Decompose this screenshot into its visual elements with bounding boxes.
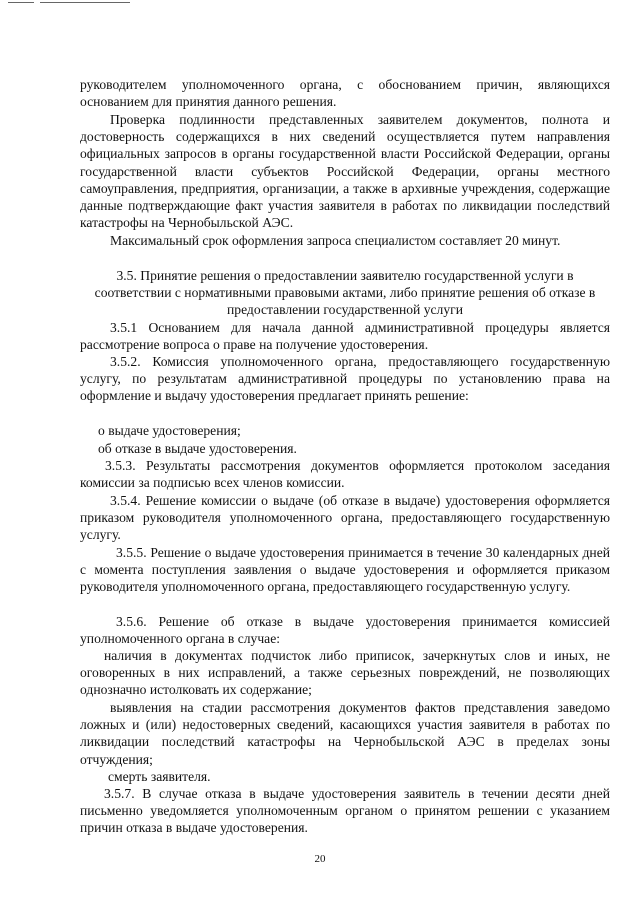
- list-item-refusal: об отказе в выдаче удостоверения.: [98, 441, 297, 456]
- page-number: 20: [314, 853, 326, 865]
- list-item-false-info: выявления на стадии рассмотрения документов фактов представления заведомо ложных и (или) недостоверных сведений, касающихся участия заявителя в работах по ликвидации последствий катастрофы на Чернобыльской АЭС в пределах зоны отчуждения;: [80, 700, 610, 767]
- paragraph-verification: Проверка подлинности представленных заявителем документов, полнота и достоверность содержащихся в них сведений осуществляется путем направления официальных запросов в органы государственной власти Российской Федерации, органы государственной власти субъектов Российской Федерации, органы местного самоуправления, предприятия, организации, а также в архивные учреждения, содержащие данные подтверждающие факт участия заявителя в работах по ликвидации последствий катастрофы на Чернобыльской АЭС.: [80, 112, 610, 231]
- paragraph-3-5-1: 3.5.1 Основанием для начала данной административной процедуры является рассмотрение вопроса о праве на получение удостоверения.: [80, 320, 610, 353]
- section-heading-3-5: 3.5. Принятие решения о предоставлении заявителю государственной услуги в соответствии с нормативными правовыми актами, либо принятие решения об отказе в предоставлении государственной услуги: [94, 268, 596, 318]
- list-item-corrections: наличия в документах подчисток либо приписок, зачеркнутых слов и иных, не оговоренных в них исправлений, а также серьезных повреждений, не позволяющих однозначно истолковать их содержание;: [80, 648, 610, 698]
- paragraph-max-time: Максимальный срок оформления запроса специалистом составляет 20 минут.: [110, 233, 561, 248]
- paragraph-3-5-3: 3.5.3. Результаты рассмотрения документов оформляется протоколом заседания комиссии за подписью всех членов комиссии.: [80, 458, 610, 491]
- paragraph-3-5-6: 3.5.6. Решение об отказе в выдаче удостоверения принимается комиссией уполномоченного органа в случае:: [80, 614, 610, 647]
- paragraph-3-5-7: 3.5.7. В случае отказа в выдаче удостоверения заявитель в течении десяти дней письменно уведомляется уполномоченным органом о принятом решении с указанием причин отказа в выдаче удостоверения.: [80, 786, 610, 836]
- scan-artifact: [8, 2, 130, 6]
- paragraph-3-5-5: 3.5.5. Решение о выдаче удостоверения принимается в течение 30 календарных дней с момента поступления заявления о выдаче удостоверения и оформляется приказом руководителя уполномоченного органа, предоставляющего государственную услугу.: [80, 545, 610, 595]
- list-item-issue: о выдаче удостоверения;: [98, 423, 241, 438]
- list-item-death: смерть заявителя.: [108, 769, 211, 784]
- paragraph-3-5-2: 3.5.2. Комиссия уполномоченного органа, предоставляющего государственную услугу, по результатам административной процедуры по установлению права на оформление и выдачу удостоверения предлагает принять решение:: [80, 354, 610, 404]
- paragraph-continuation: руководителем уполномоченного органа, с обоснованием причин, являющихся основанием для принятия данного решения.: [80, 77, 610, 110]
- paragraph-3-5-4: 3.5.4. Решение комиссии о выдаче (об отказе в выдаче) удостоверения оформляется приказом руководителя уполномоченного органа, предоставляющего государственную услугу.: [80, 493, 610, 543]
